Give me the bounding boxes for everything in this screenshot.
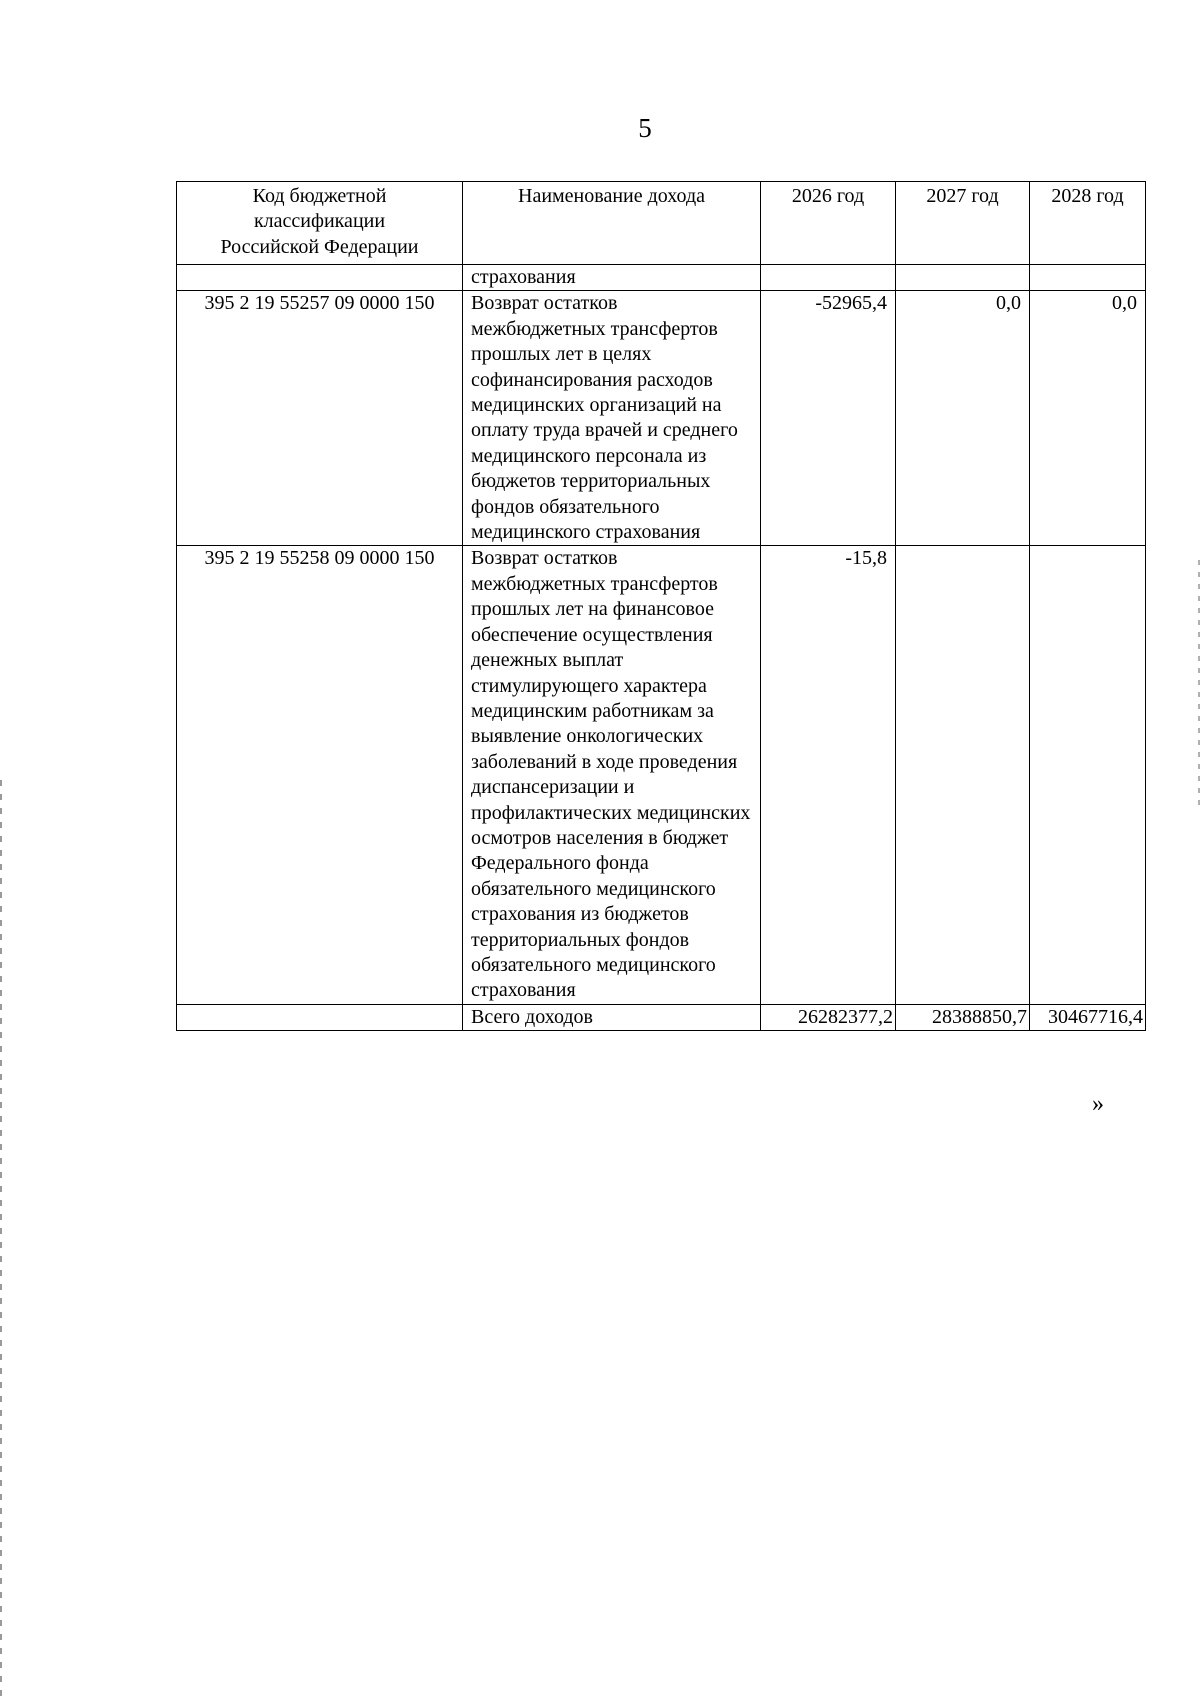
table-row [177,546,1146,1004]
table-row [177,265,1146,291]
header-2027: 2027 год [896,182,1030,265]
total-label: Всего доходов [463,1004,761,1030]
cell-2026 [761,265,896,291]
total-2028: 30467716,4 [1030,1004,1146,1030]
table-header-row [177,182,1146,265]
total-2026: 26282377,2 [761,1004,896,1030]
cell-2028: 0,0 [1030,291,1146,546]
cell-name: Возврат остатков межбюджетных трансфертов прошлых лет в целях софинансирования расходов медицинских организаций на оплату труда врачей и среднего медицинского персонала из бюджетов территориальных фондов обязательного медицинского страхования [463,291,761,546]
cell-2026: -15,8 [761,546,896,1004]
header-2026: 2026 год [761,182,896,265]
cell-2027 [896,546,1030,1004]
header-code: Код бюджетной классификации Российской Федерации [177,182,463,265]
cell-code [177,265,463,291]
total-code [177,1004,463,1030]
page-number: 5 [638,113,652,143]
cell-2028 [1030,546,1146,1004]
cell-name: страхования [463,265,761,291]
cell-code: 395 2 19 55257 09 0000 150 [177,291,463,546]
table-row [177,291,1146,546]
cell-2027 [896,265,1030,291]
cell-name: Возврат остатков межбюджетных трансфертов прошлых лет на финансовое обеспечение осуществления денежных выплат стимулирующего характера медицинским работникам за выявление онкологических заболеваний в ходе проведения диспансеризации и профилактических медицинских осмотров населения в бюджет Федерального фонда обязательного медицинского страхования из бюджетов территориальных фондов обязательного медицинского страхования [463,546,761,1004]
cell-2027: 0,0 [896,291,1030,546]
closing-quote-mark: » [1092,1091,1104,1117]
cell-code: 395 2 19 55258 09 0000 150 [177,546,463,1004]
header-2028: 2028 год [1030,182,1146,265]
total-2027: 28388850,7 [896,1004,1030,1030]
cell-2028 [1030,265,1146,291]
revenue-table [176,181,1146,1031]
header-name: Наименование дохода [463,182,761,265]
cell-2026: -52965,4 [761,291,896,546]
scan-margin-artifact [0,780,2,1700]
table-total-row [177,1004,1146,1030]
